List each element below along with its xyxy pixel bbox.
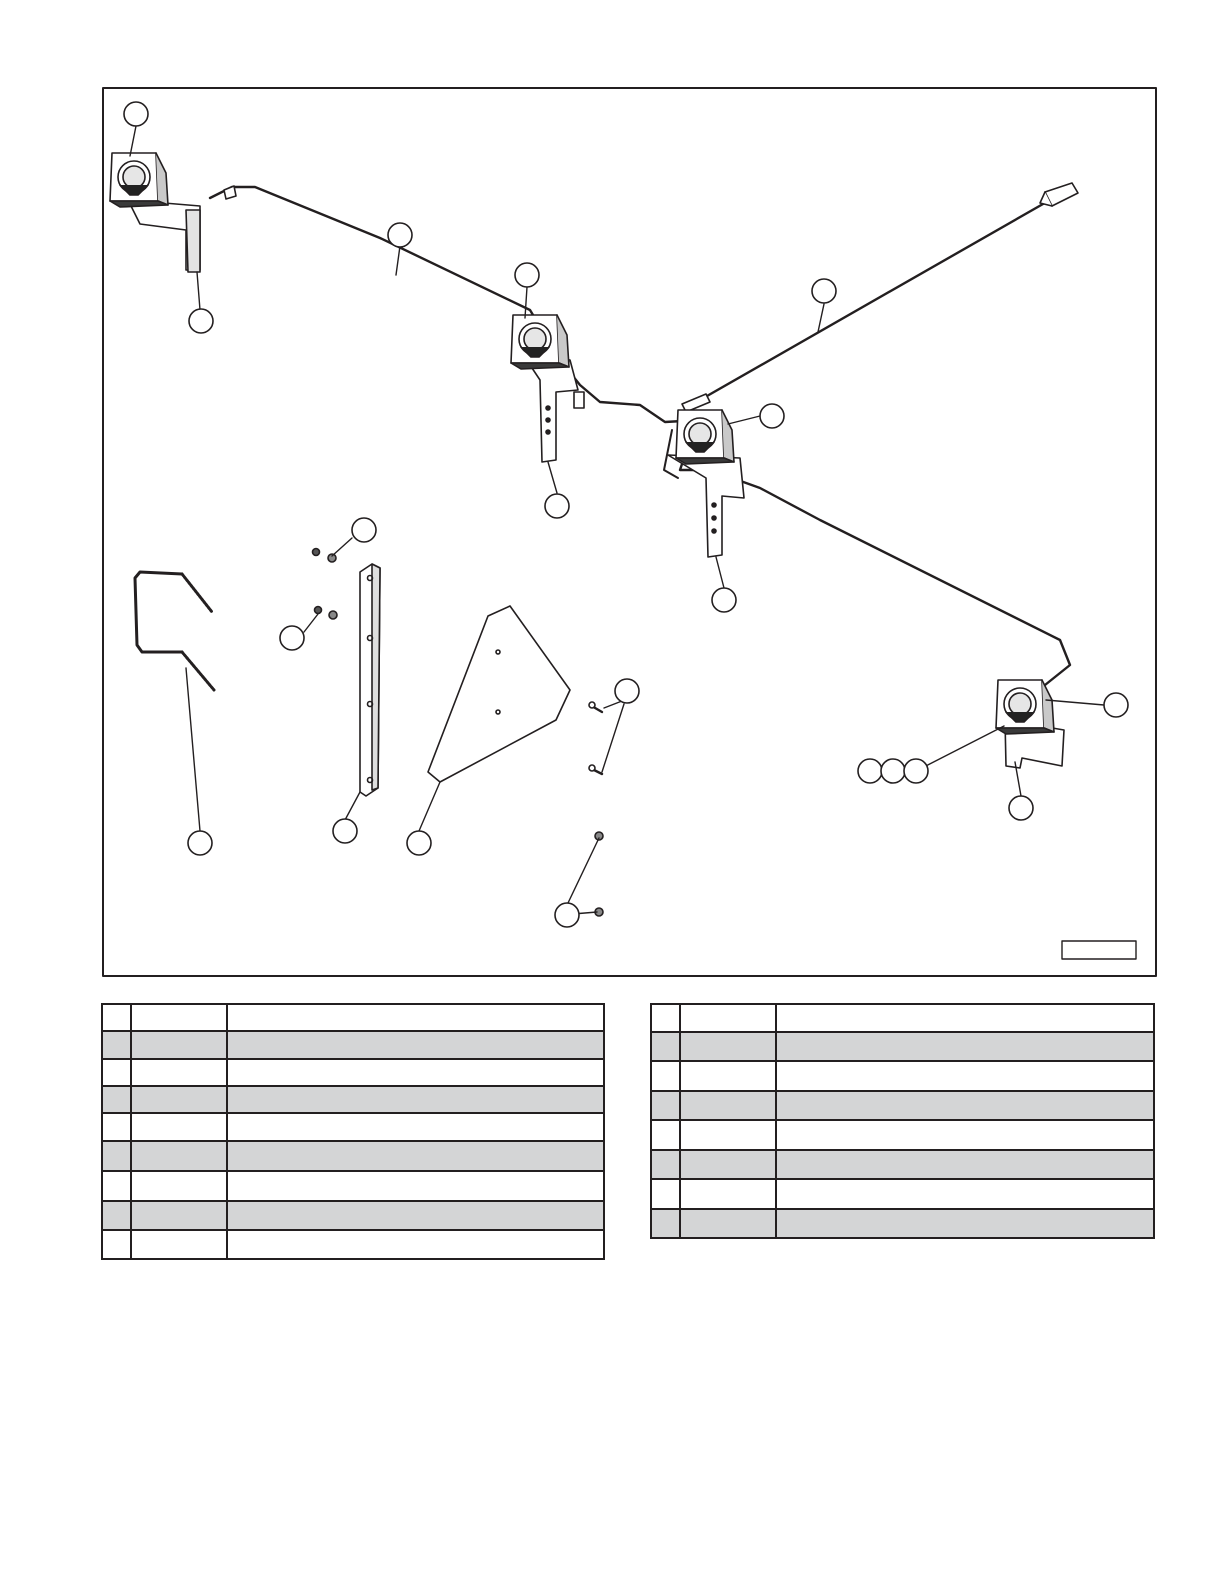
cell-part bbox=[680, 1061, 776, 1091]
callout-6 bbox=[812, 279, 836, 303]
figure-id-box bbox=[1062, 941, 1136, 959]
cell-part bbox=[131, 1086, 227, 1113]
cell-num bbox=[102, 1171, 131, 1201]
cell-part bbox=[131, 1171, 227, 1201]
cell-part bbox=[680, 1179, 776, 1209]
cell-num bbox=[102, 1031, 131, 1059]
cell-num bbox=[102, 1004, 131, 1031]
callout-14 bbox=[352, 518, 376, 542]
table-row bbox=[102, 1113, 604, 1141]
u-bolt bbox=[135, 572, 214, 690]
cell-part bbox=[131, 1004, 227, 1031]
table-row bbox=[102, 1171, 604, 1201]
cell-part bbox=[131, 1059, 227, 1086]
cell-part bbox=[131, 1141, 227, 1171]
callout-7 bbox=[760, 404, 784, 428]
cell-desc bbox=[227, 1113, 604, 1141]
cell-desc bbox=[227, 1230, 604, 1259]
cell-num bbox=[651, 1004, 680, 1032]
callout-9 bbox=[1104, 693, 1128, 717]
cell-desc bbox=[776, 1061, 1154, 1091]
parts-table-right bbox=[650, 1003, 1155, 1239]
screws bbox=[589, 702, 602, 774]
parts-table-left bbox=[101, 1003, 605, 1260]
cell-part bbox=[131, 1113, 227, 1141]
callout-3 bbox=[388, 223, 412, 247]
cell-desc bbox=[776, 1091, 1154, 1120]
cell-part bbox=[680, 1091, 776, 1120]
cell-desc bbox=[227, 1141, 604, 1171]
cell-num bbox=[102, 1141, 131, 1171]
table-row bbox=[651, 1004, 1154, 1032]
cell-desc bbox=[227, 1004, 604, 1031]
cell-desc bbox=[227, 1171, 604, 1201]
table-row bbox=[102, 1201, 604, 1230]
cell-part bbox=[131, 1201, 227, 1230]
cell-desc bbox=[776, 1120, 1154, 1150]
cell-desc bbox=[776, 1150, 1154, 1179]
cell-num bbox=[102, 1201, 131, 1230]
cell-num bbox=[102, 1059, 131, 1086]
callout-12 bbox=[881, 759, 905, 783]
cell-part bbox=[680, 1032, 776, 1061]
figure-frame bbox=[103, 88, 1156, 976]
callout-1 bbox=[124, 102, 148, 126]
cell-num bbox=[651, 1179, 680, 1209]
callout-4 bbox=[515, 263, 539, 287]
table-row bbox=[651, 1179, 1154, 1209]
table-row bbox=[102, 1059, 604, 1086]
cell-num bbox=[651, 1209, 680, 1238]
cell-desc bbox=[227, 1059, 604, 1086]
cell-num bbox=[102, 1086, 131, 1113]
cell-num bbox=[651, 1061, 680, 1091]
leader-lines bbox=[130, 126, 1104, 914]
callout-13 bbox=[904, 759, 928, 783]
table-row bbox=[102, 1141, 604, 1171]
table-row bbox=[651, 1150, 1154, 1179]
callout-10 bbox=[1009, 796, 1033, 820]
callout-8 bbox=[712, 588, 736, 612]
cell-part bbox=[131, 1230, 227, 1259]
callout-11 bbox=[858, 759, 882, 783]
table-row bbox=[102, 1031, 604, 1059]
callout-20 bbox=[555, 903, 579, 927]
callout-16 bbox=[188, 831, 212, 855]
lamp-assembly-3 bbox=[664, 410, 744, 557]
table-row bbox=[651, 1120, 1154, 1150]
harness-branch-wire bbox=[700, 200, 1050, 400]
cell-desc bbox=[227, 1086, 604, 1113]
nuts-upper bbox=[313, 549, 338, 620]
callout-15 bbox=[280, 626, 304, 650]
lamp-assembly-4 bbox=[996, 680, 1064, 768]
table-row bbox=[102, 1004, 604, 1031]
cell-desc bbox=[776, 1032, 1154, 1061]
callout-19 bbox=[615, 679, 639, 703]
cell-num bbox=[651, 1032, 680, 1061]
cell-desc bbox=[776, 1179, 1154, 1209]
cell-desc bbox=[776, 1209, 1154, 1238]
callout-18 bbox=[407, 831, 431, 855]
callout-circles bbox=[124, 102, 1128, 927]
cell-num bbox=[102, 1113, 131, 1141]
table-row bbox=[102, 1230, 604, 1259]
cell-part bbox=[131, 1031, 227, 1059]
flat-bar bbox=[360, 564, 380, 796]
cell-part bbox=[680, 1209, 776, 1238]
callout-17 bbox=[333, 819, 357, 843]
cell-desc bbox=[776, 1004, 1154, 1032]
callout-5 bbox=[545, 494, 569, 518]
table-row bbox=[651, 1061, 1154, 1091]
table-row bbox=[651, 1032, 1154, 1061]
callout-2 bbox=[189, 309, 213, 333]
table-row bbox=[651, 1091, 1154, 1120]
cell-desc bbox=[227, 1201, 604, 1230]
cell-part bbox=[680, 1150, 776, 1179]
lamp-assembly-1 bbox=[110, 153, 200, 272]
cell-part bbox=[680, 1120, 776, 1150]
cell-num bbox=[651, 1120, 680, 1150]
lamp-assembly-2 bbox=[511, 315, 578, 462]
cell-num bbox=[651, 1150, 680, 1179]
cell-num bbox=[102, 1230, 131, 1259]
cell-desc bbox=[227, 1031, 604, 1059]
cell-num bbox=[651, 1091, 680, 1120]
table-row bbox=[651, 1209, 1154, 1238]
cell-part bbox=[680, 1004, 776, 1032]
triangular-plate bbox=[428, 606, 570, 782]
table-row bbox=[102, 1086, 604, 1113]
